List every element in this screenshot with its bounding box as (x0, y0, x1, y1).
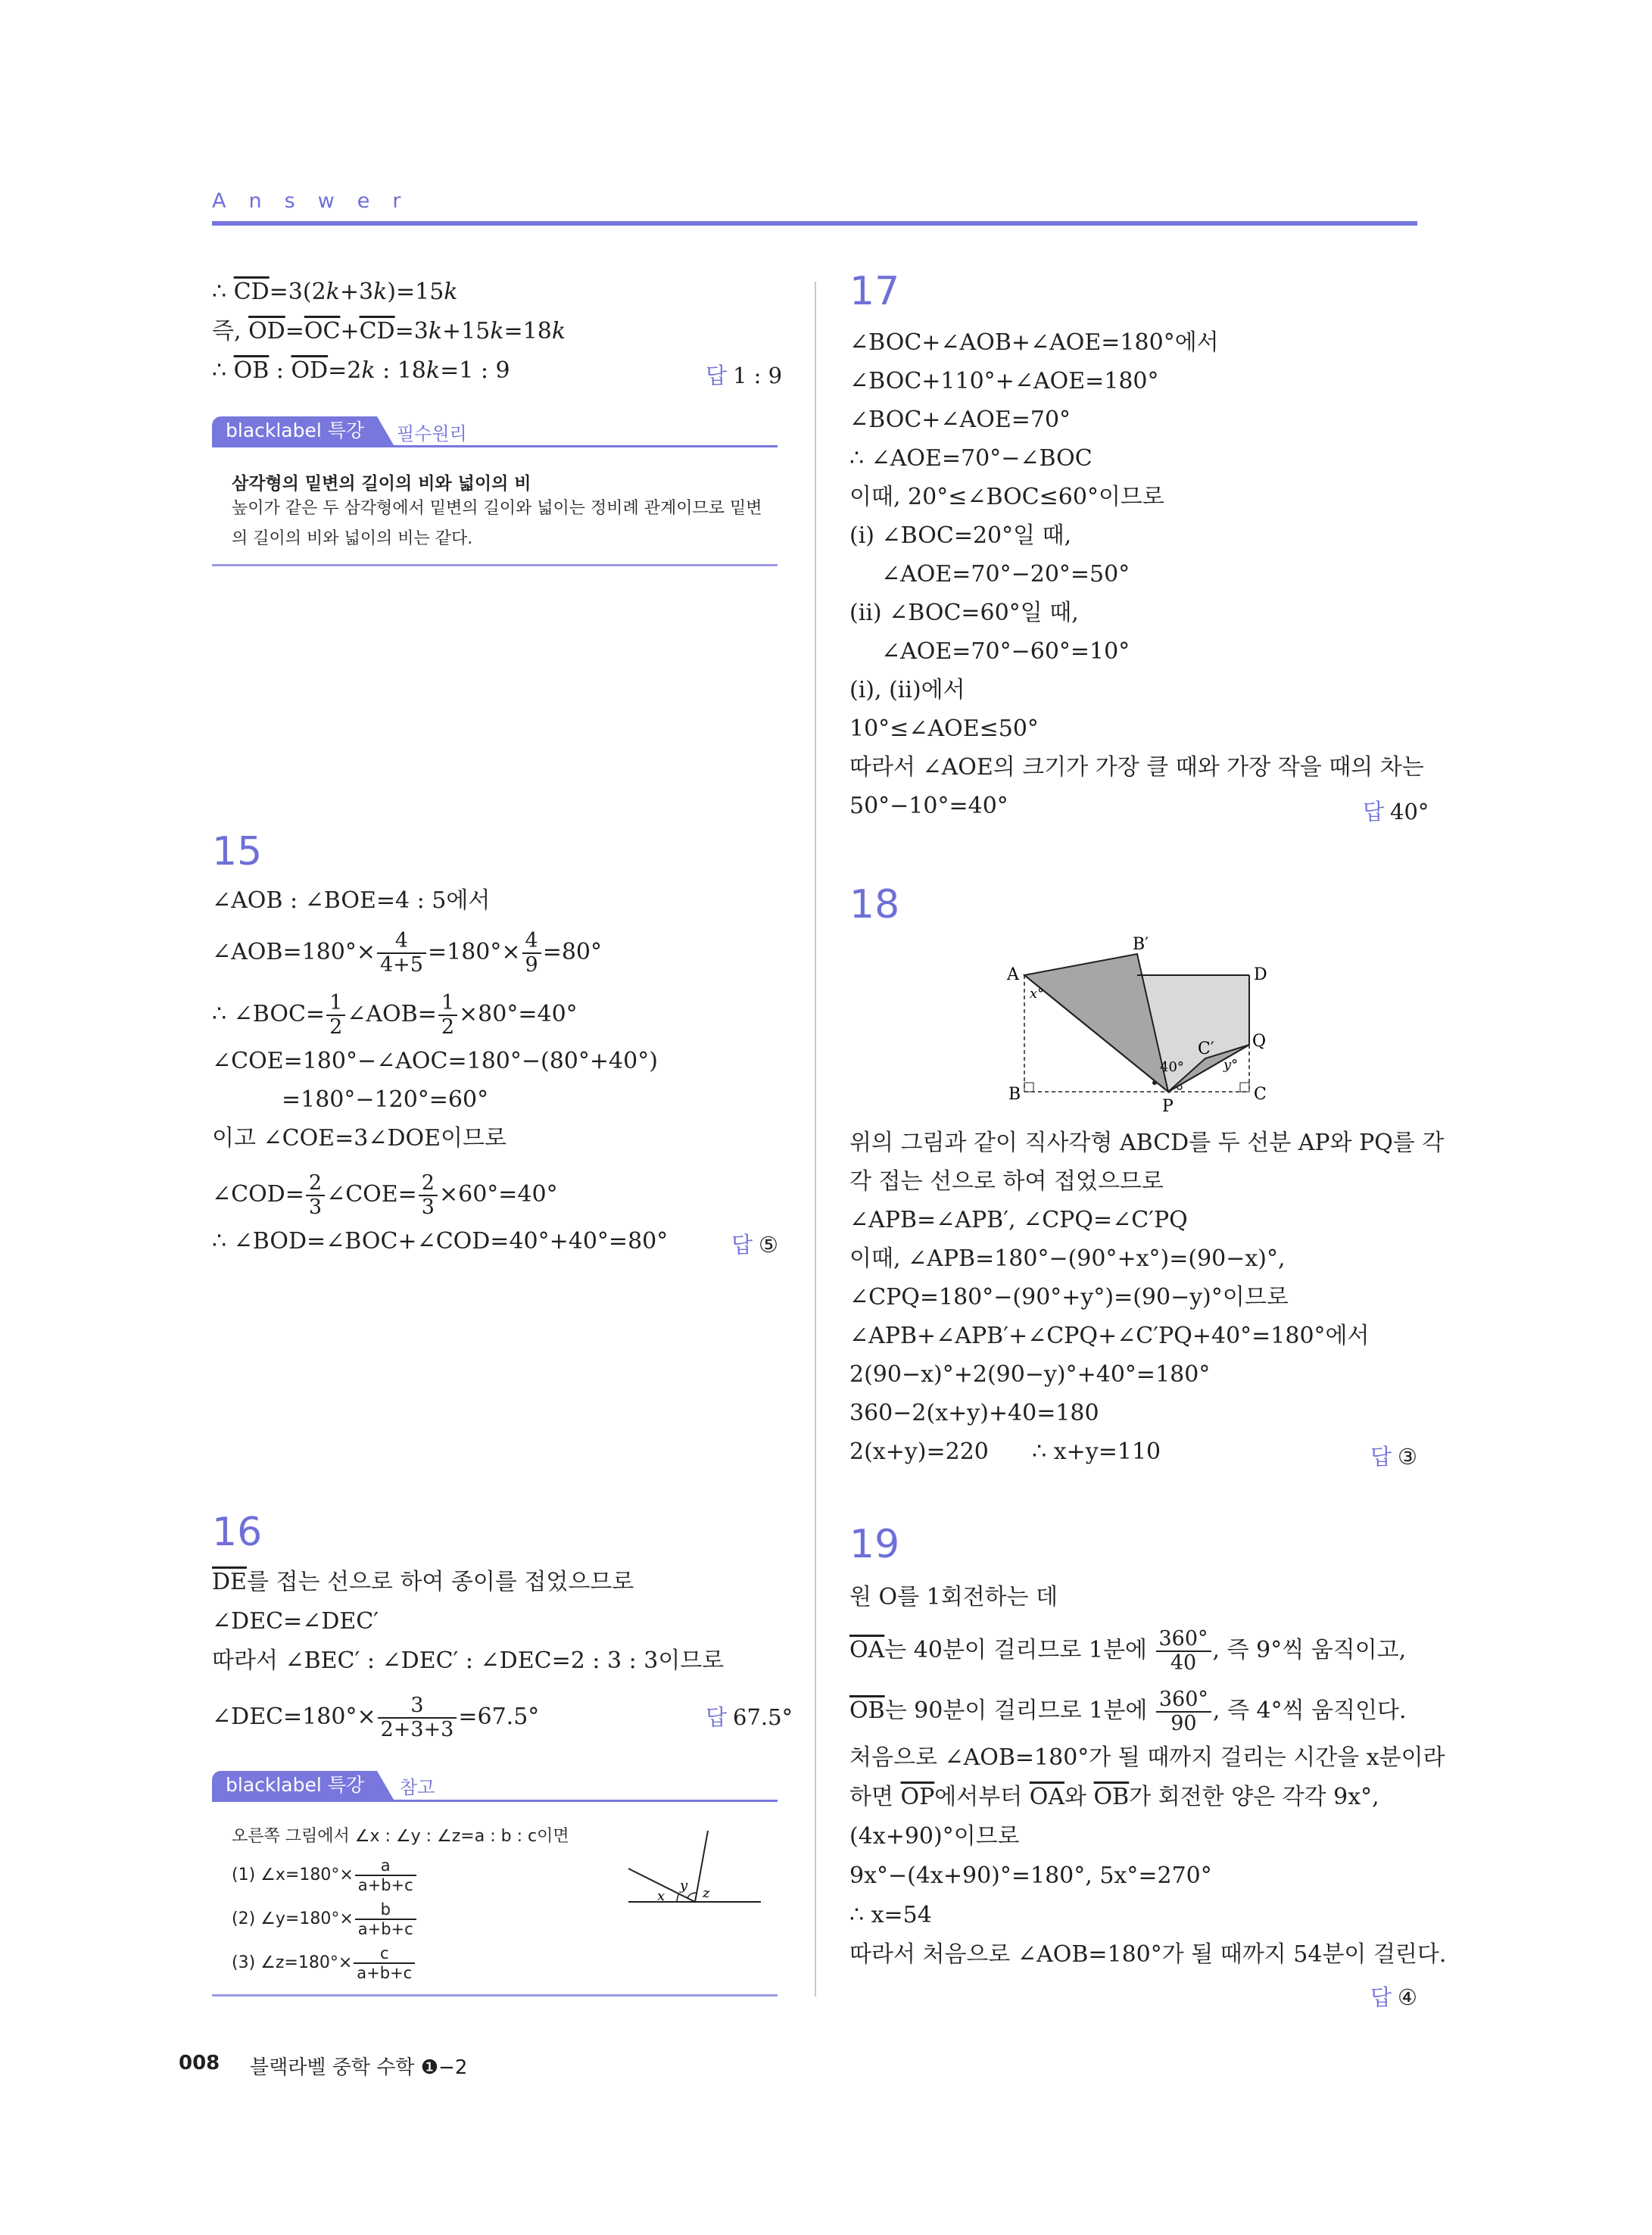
fig-label-x: x (657, 1888, 665, 1904)
angle-figure (621, 1825, 765, 1915)
p17-line-5: 이때, 20°≤∠BOC≤60°이므로 (849, 484, 1164, 510)
answer-16: 답 67.5° (706, 1704, 793, 1730)
rectangle-fold-figure (999, 931, 1272, 1113)
p17-line-11: 10°≤∠AOE≤50° (849, 715, 1039, 742)
blacklabel-rule-2 (212, 1800, 778, 1802)
answer-18: 답 ③ (1370, 1444, 1418, 1470)
p16-line-3: 따라서 ∠BEC′ : ∠DEC′ : ∠DEC=2 : 3 : 3이므로 (212, 1647, 725, 1674)
p19-line-1: 원 O를 1회전하는 데 (849, 1584, 1058, 1610)
fig-label-z: z (703, 1885, 710, 1901)
p18-line-9: 2(x+y)=220 ∴ x+y=110 (849, 1439, 1161, 1465)
p19-line-8: ∴ x=54 (849, 1902, 932, 1928)
p16-line-4: ∠DEC=180°× $\frac{3}{2+3+3}$ =67.5° (212, 1694, 540, 1741)
p18-line-4: 이때, ∠APB=180°−(90°+x°)=(90−x)°, (849, 1245, 1286, 1272)
fig-C: C (1254, 1085, 1267, 1104)
top-line-2: 즉, $\overline{OD}=\overline{OC}+\overline{CD}=3k+15k=18k$ (212, 318, 566, 344)
problem-number-15: 15 (212, 829, 263, 874)
p17-line-4: ∴ ∠AOE=70°−∠BOC (849, 445, 1093, 472)
answer-15: 답 ⑤ (731, 1232, 779, 1258)
blacklabel-body: 높이가 같은 두 삼각형에서 밑변의 길이와 넓이는 정비례 관계이므로 밑변의 길이의 비와 넓이의 비는 같다. (232, 499, 762, 548)
answer-tag: 답 (706, 363, 728, 388)
blacklabel-end-rule-2 (212, 1994, 778, 1997)
p19-line-6: (4x+90)°이므로 (849, 1823, 1020, 1850)
p15-line-2: ∠AOB=180°× $\frac{4}{4+5}$ =180°× $\frac{4}{9}$ =80° (212, 929, 603, 977)
blacklabel-end-rule (212, 564, 778, 566)
p15-line-6: 이고 ∠COE=3∠DOE이므로 (212, 1125, 507, 1152)
answer-17: 답 40° (1363, 799, 1429, 824)
fig-A: A (1007, 965, 1019, 984)
fig-B: B (1008, 1085, 1021, 1104)
p17-line-7: ∠AOE=70°−20°=50° (881, 561, 1130, 588)
answer-value: 1 : 9 (733, 363, 783, 388)
section-label: Answer (212, 189, 424, 213)
page-number: 008 (179, 2052, 220, 2074)
p18-line-2: 각 접는 선으로 하여 접었으므로 (849, 1168, 1164, 1195)
p17-line-10: (ⅰ), (ⅱ)에서 (849, 677, 965, 703)
p19-line-2: $\overline{OA}$는 40분이 걸리므로 1분에 $\frac{360^\circ}{40}$ , 즉 9°씩 움직이고, (849, 1627, 1407, 1675)
blacklabel-tab: blacklabel 특강 (212, 416, 377, 445)
fig-label-y: y (680, 1878, 688, 1894)
blacklabel-item-1: (1) ∠x=180°× $\frac{a}{a+b+c}$ (232, 1856, 418, 1894)
fig-angle: 40° (1160, 1059, 1184, 1075)
p15-line-1: ∠AOB : ∠BOE=4 : 5에서 (212, 887, 491, 914)
header-rule (212, 221, 1417, 226)
top-line-1: ∴ $\overline{CD}=3(2k+3k)=15k$ (212, 279, 458, 305)
blacklabel-rule (212, 445, 778, 447)
top-line-3: ∴ $\overline{OB}$ : $\overline{OD}=2k$ : 18k=1 : 9 (212, 357, 510, 384)
p18-line-5: ∠CPQ=180°−(90°+y°)=(90−y)°이므로 (849, 1284, 1289, 1311)
p15-line-4: ∠COE=180°−∠AOC=180°−(80°+40°) (212, 1048, 658, 1074)
p15-line-8: ∴ ∠BOD=∠BOC+∠COD=40°+40°=80° (212, 1228, 669, 1255)
blacklabel-subtitle-2: 참고 (400, 1777, 435, 1798)
blacklabel-item-2: (2) ∠y=180°× $\frac{b}{a+b+c}$ (232, 1900, 418, 1938)
book-title: 블랙라벨 중학 수학 ❶−2 (250, 2056, 468, 2079)
p17-line-12: 따라서 ∠AOE의 크기가 가장 클 때와 가장 작을 때의 차는 (849, 754, 1424, 781)
problem-number-19: 19 (849, 1522, 900, 1567)
p17-line-1: ∠BOC+∠AOB+∠AOE=180°에서 (849, 329, 1219, 356)
p19-line-7: 9x°−(4x+90)°=180°, 5x°=270° (849, 1862, 1212, 1889)
blacklabel-item-3: (3) ∠z=180°× $\frac{c}{a+b+c}$ (232, 1944, 416, 1982)
p18-line-8: 360−2(x+y)+40=180 (849, 1400, 1099, 1426)
p15-line-3: ∴ ∠BOC= $\frac{1}{2}$ ∠AOB= $\frac{1}{2}$ ×80°=40° (212, 991, 578, 1039)
fig-P: P (1162, 1097, 1174, 1113)
p17-line-2: ∠BOC+110°+∠AOE=180° (849, 368, 1159, 394)
fig-Q: Q (1252, 1032, 1267, 1051)
p17-line-9: ∠AOE=70°−60°=10° (881, 638, 1130, 665)
problem-number-18: 18 (849, 882, 900, 927)
answer-top (706, 359, 782, 390)
p15-line-7: ∠COD= $\frac{2}{3}$ ∠COE= $\frac{2}{3}$ ×60°=40° (212, 1171, 558, 1219)
problem-number-17: 17 (849, 269, 900, 314)
blacklabel-tab-2: blacklabel 특강 (212, 1771, 377, 1800)
p18-line-7: 2(90−x)°+2(90−y)°+40°=180° (849, 1361, 1211, 1388)
p19-line-4: 처음으로 ∠AOB=180°가 될 때까지 걸리는 시간을 x분이라 (849, 1744, 1445, 1771)
p19-line-9: 따라서 처음으로 ∠AOB=180°가 될 때까지 54분이 걸린다. (849, 1941, 1447, 1968)
p18-line-6: ∠APB+∠APB′+∠CPQ+∠C′PQ+40°=180°에서 (849, 1323, 1370, 1349)
p17-line-13: 50°−10°=40° (849, 793, 1008, 819)
p17-line-8: (ⅱ) ∠BOC=60°일 때, (849, 600, 1079, 626)
fig-D: D (1254, 965, 1267, 984)
p16-line-2: ∠DEC=∠DEC′ (212, 1608, 379, 1635)
fig-x: x° (1030, 986, 1045, 1002)
p16-line-1: $\overline{DE}$를 접는 선으로 하여 종이를 접었으므로 (212, 1569, 634, 1595)
p17-line-3: ∠BOC+∠AOE=70° (849, 407, 1071, 433)
problem-number-16: 16 (212, 1510, 263, 1555)
p17-line-6: (ⅰ) ∠BOC=20°일 때, (849, 522, 1072, 549)
column-divider (815, 282, 816, 1997)
p18-line-1: 위의 그림과 같이 직사각형 ABCD를 두 선분 AP와 PQ를 각 (849, 1130, 1445, 1156)
blacklabel-subtitle: 필수원리 (397, 423, 467, 444)
blacklabel-title: 삼각형의 밑변의 길이의 비와 넓이의 비 (232, 474, 531, 494)
p19-line-5: 하면 $\overline{OP}$에서부터 $\overline{OA}$와 $\overline{OB}$가 회전한 양은 각각 9x°, (849, 1784, 1379, 1810)
fig-Bp: B′ (1133, 935, 1149, 954)
answer-19: 답 ④ (1370, 1984, 1418, 2010)
p18-line-3: ∠APB=∠APB′, ∠CPQ=∠C′PQ (849, 1207, 1188, 1233)
p19-line-3: $\overline{OB}$는 90분이 걸리므로 1분에 $\frac{360^\circ}{90}$ , 즉 4°씩 움직인다. (849, 1688, 1407, 1735)
blacklabel-intro: 오른쪽 그림에서 ∠x : ∠y : ∠z=a : b : c이면 (232, 1827, 569, 1846)
fig-y: y° (1223, 1057, 1239, 1073)
fig-Cp: C′ (1198, 1040, 1214, 1058)
p15-line-5: =180°−120°=60° (282, 1086, 489, 1113)
